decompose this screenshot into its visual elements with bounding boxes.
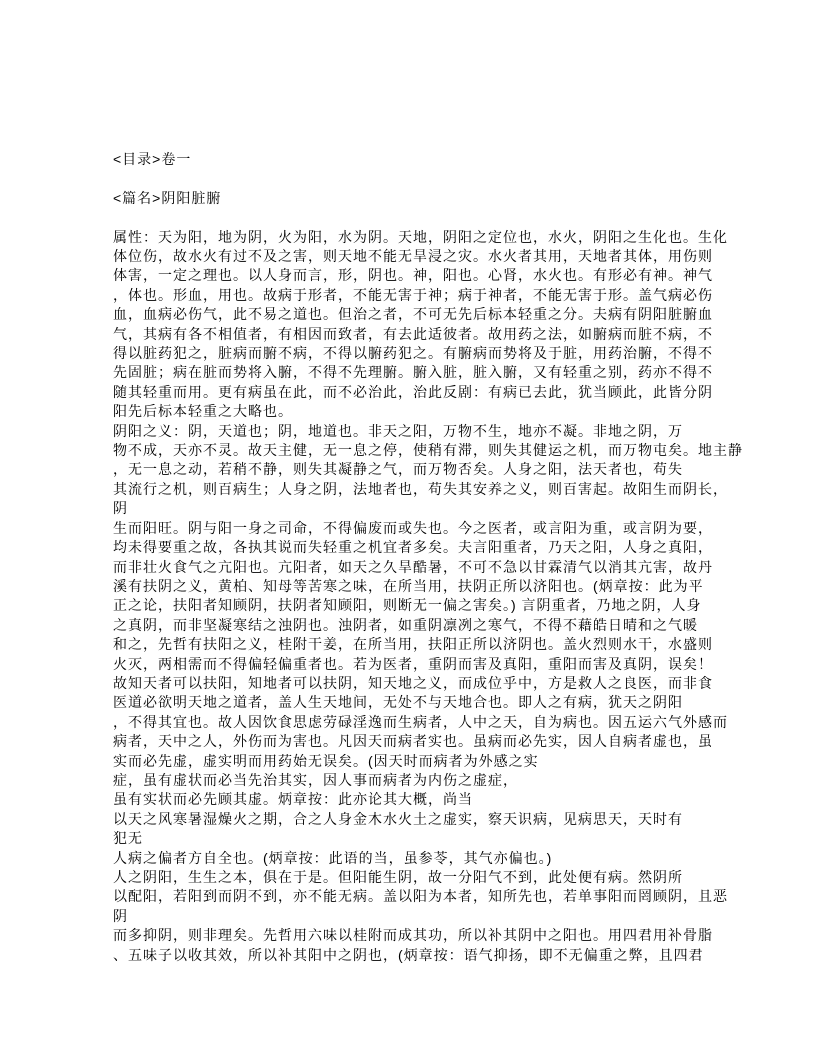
text-line: ，无一息之动，若稍不静，则失其凝静之气，而万物否矣。人身之阳，法天者也，苟失 <box>113 461 683 478</box>
blank-line <box>113 169 768 188</box>
text-line: 阴阳之义：阴，天道也；阴，地道也。非天之阳，万物不生，地亦不凝。非地之阴，万 <box>113 422 683 439</box>
text-line: 血，血病必伤气，此不易之道也。但治之者，不可无先后标本轻重之分。夫病有阴阳脏腑血 <box>113 306 713 323</box>
text-line: 正之论，扶阳者知顾阴，扶阴者知顾阳，则断无一偏之害矣。) 言阴重者，乃地之阴，人身 <box>113 597 702 614</box>
text-line: 生而阳旺。阴与阳一身之司命，不得偏废而或失也。今之医者，或言阳为重，或言阴为要， <box>113 519 713 536</box>
text-line: 、五味子以收其效，所以补其阳中之阴也，(炳章按：语气抑扬，即不无偏重之弊，且四君 <box>113 946 704 963</box>
text-line: 以配阳，若阳到而阴不到，亦不能无病。盖以阳为本者，知所先也，若单事阳而罔顾阴，且恶 <box>113 888 728 905</box>
text-line: 属性：天为阳，地为阴，火为阳，水为阴。天地，阴阳之定位也，水火，阴阳之生化也。生化 <box>113 228 728 245</box>
toc-heading: <目录>卷一 <box>113 151 192 167</box>
text-line: 犯无 <box>113 830 143 847</box>
text-line: 虽有实状而必先顾其虚。炳章按：此亦论其大概，尚当 <box>113 791 473 808</box>
text-line: ，体也。形血，用也。故病于形者，不能无害于神；病于神者，不能无害于形。盖气病必伤 <box>113 286 713 303</box>
text-line: 气，其病有各不相值者，有相因而致者，有去此适彼者。故用药之法，如腑病而脏不病，不 <box>113 325 713 342</box>
text-line: 溪有扶阴之义，黄柏、知母等苦寒之味，在所当用，扶阴正所以济阳也。(炳章按：此为平 <box>113 577 704 594</box>
text-line: 和之，先哲有扶阳之义，桂附干姜，在所当用，扶阳正所以济阴也。盖火烈则水干，水盛则 <box>113 636 713 653</box>
text-line: 以天之风寒暑湿燥火之期，合之人身金木水火土之虚实，察天识病，见病思天，天时有 <box>113 810 683 827</box>
text-line: 体害，一定之理也。以人身而言，形，阴也。神，阳也。心肾，水火也。有形必有神。神气 <box>113 267 713 284</box>
text-line: 火灭，两相需而不得偏轻偏重者也。若为医者，重阴而害及真阳，重阳而害及真阴，误矣！ <box>113 655 713 672</box>
text-line: 其流行之机，则百病生；人身之阴，法地者也，苟失其安养之义，则百害起。故阳生而阴长， <box>113 480 728 497</box>
chapter-title: <篇名>阴阳脏腑 <box>113 189 222 206</box>
text-line: 均未得要重之故，各执其说而失轻重之机宜者多矣。夫言阳重者，乃天之阳，人身之真阳， <box>113 539 713 556</box>
text-line: 医道必欲明天地之道者，盖人生天地间，无处不与天地合也。即人之有病，犹天之阴阳 <box>113 694 683 711</box>
text-line: 人病之偏者方自全也。(炳章按：此语的当，虽参苓，其气亦偏也。) <box>113 849 553 866</box>
text-line: 阴 <box>113 500 128 517</box>
text-line: 而多抑阴，则非理矣。先哲用六味以桂附而成其功，所以补其阴中之阳也。用四君用补骨脂 <box>113 927 713 944</box>
text-line: 体位伤，故水火有过不及之害，则天地不能无旱浸之灾。水火者其用，天地者其体，用伤则 <box>113 248 713 264</box>
document-page <box>113 150 768 965</box>
document-body <box>113 228 768 965</box>
text-line: 先固脏；病在脏而势将入腑，不得不先理腑。腑入脏，脏入腑，又有轻重之别，药亦不得不 <box>113 364 713 381</box>
text-line: 病者，天中之人，外伤而为害也。凡因天而病者实也。虽病而必先实，因人自病者虚也，虽 <box>113 733 713 750</box>
text-line: 阳先后标本轻重之大略也。 <box>113 403 293 420</box>
text-line: 故知天者可以扶阳，知地者可以扶阴，知天地之义，而成位乎中，方是救人之良医，而非食 <box>113 674 713 691</box>
text-line: 人之阴阳，生生之本，俱在于是。但阳能生阴，故一分阳气不到，此处便有病。然阴所 <box>113 869 683 885</box>
text-line: 实而必先虚，虚实明而用药始无误矣。(因天时而病者为外感之实 <box>113 752 539 769</box>
text-line: 症，虽有虚状而必当先治其实，因人事而病者为内伤之虚症， <box>113 771 518 788</box>
text-line: 阴 <box>113 907 128 924</box>
text-line: 之真阴，而非坚凝寒结之浊阴也。浊阴者，如重阴凛冽之寒气，不得不藉皓日晴和之气暖 <box>113 616 698 633</box>
blank-line <box>113 208 768 227</box>
text-line: 得以脏药犯之，脏病而腑不病，不得以腑药犯之。有腑病而势将及于脏，用药治腑，不得不 <box>113 345 713 362</box>
text-line: 物不成，天亦不灵。故天主健，无一息之停，使稍有滞，则失其健运之机，而万物屯矣。地主静 <box>113 442 743 459</box>
text-line: 随其轻重而用。更有病虽在此，而不必治此，治此反剧：有病已去此，犹当顾此，此皆分阴 <box>113 383 713 400</box>
text-line: 而非壮火食气之亢阳也。亢阳者，如天之久旱酷暑，不可不急以甘霖清气以消其亢害，故丹 <box>113 558 713 575</box>
text-line: ，不得其宜也。故人因饮食思虑劳碌淫逸而生病者，人中之天，自为病也。因五运六气外感而 <box>113 713 728 730</box>
